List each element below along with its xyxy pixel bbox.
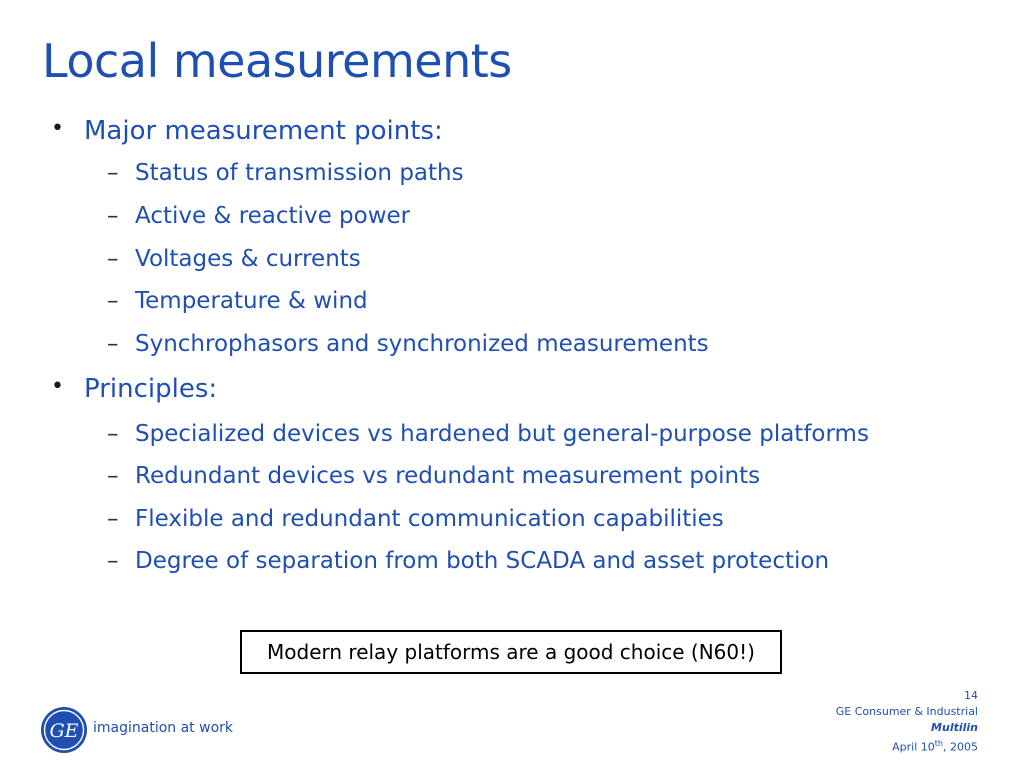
slide-title: Local measurements [42,34,512,88]
sub-bullet-dash: – [107,463,119,489]
sub-bullet-item [107,331,709,357]
sub-bullet-item [107,160,464,186]
logo-text: GE [49,720,79,742]
sub-bullet-item [107,463,761,489]
sub-bullet-text: Redundant devices vs redundant measurement points [135,463,761,489]
footer-date: April 10th, 2005 [892,739,978,754]
sub-bullet-dash: – [107,421,119,447]
callout-box: Modern relay platforms are a good choice (N60!) [240,630,782,674]
sub-bullet-text: Temperature & wind [135,288,368,314]
division-name: Multilin [931,721,978,734]
sub-bullet-dash: – [107,288,119,314]
bullet-dot: • [51,116,64,141]
sub-bullet-dash: – [107,246,119,272]
sub-bullet-item [107,246,361,272]
bullet-item [51,116,443,146]
page-number: 14 [964,689,978,702]
sub-bullet-text: Status of transmission paths [135,160,464,186]
company-name: GE Consumer & Industrial [835,705,978,718]
sub-bullet-item [107,203,411,229]
bullet-dot: • [51,374,64,399]
sub-bullet-dash: – [107,506,119,532]
ge-logo-icon [40,706,88,754]
bullet-heading: Major measurement points: [84,116,443,146]
bullet-heading: Principles: [84,374,218,404]
sub-bullet-item [107,421,869,447]
sub-bullet-dash: – [107,331,119,357]
sub-bullet-text: Voltages & currents [135,246,361,272]
sub-bullet-text: Flexible and redundant communication capabilities [135,506,724,532]
sub-bullet-item [107,506,724,532]
bullet-item [51,374,218,404]
sub-bullet-item [107,288,368,314]
sub-bullet-text: Specialized devices vs hardened but general-purpose platforms [135,421,869,447]
sub-bullet-text: Active & reactive power [135,203,411,229]
sub-bullet-dash: – [107,548,119,574]
sub-bullet-dash: – [107,203,119,229]
sub-bullet-text: Synchrophasors and synchronized measurements [135,331,709,357]
sub-bullet-item [107,548,830,574]
sub-bullet-text: Degree of separation from both SCADA and asset protection [135,548,830,574]
tagline: imagination at work [93,720,233,736]
sub-bullet-dash: – [107,160,119,186]
footer [836,688,978,756]
